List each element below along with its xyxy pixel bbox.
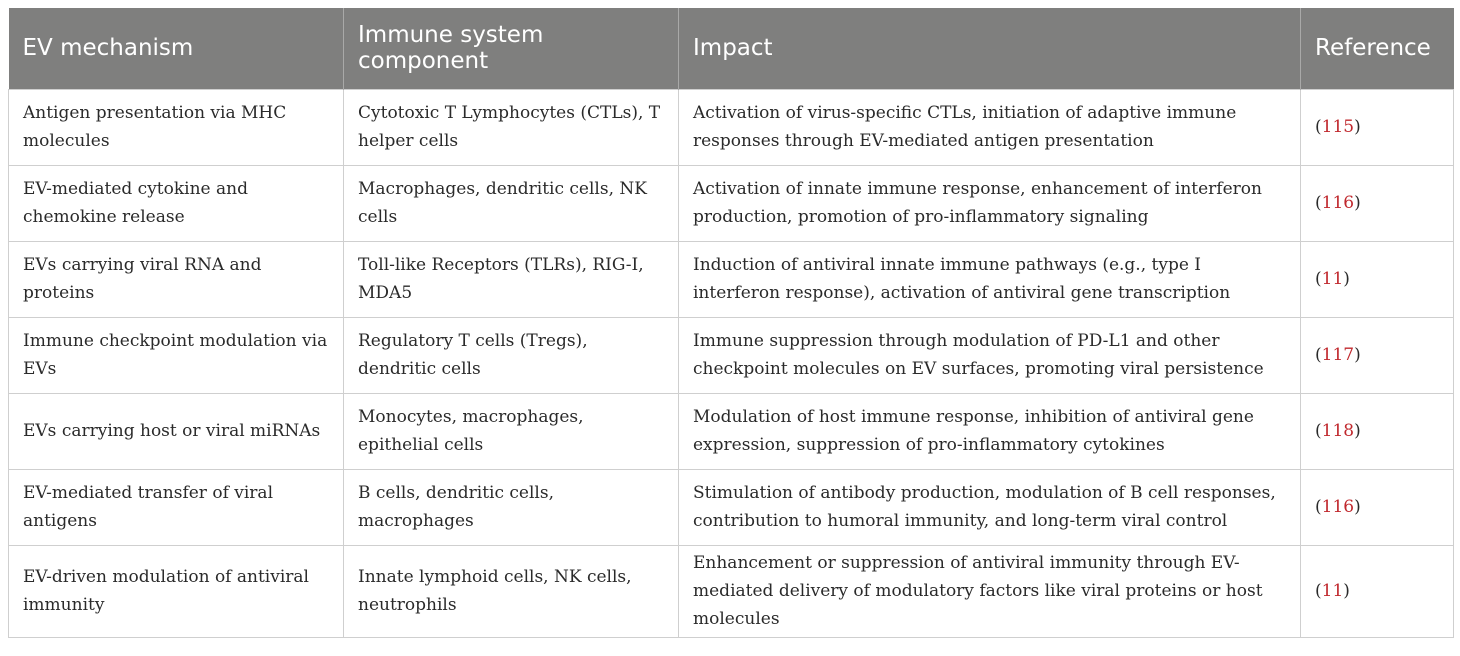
table-row (9, 317, 1454, 393)
table-row (9, 89, 1454, 165)
cell-impact: Immune suppression through modulation of PD-L1 and other checkpoint molecules on EV surfaces, promoting viral persistence (679, 317, 1301, 393)
cell-component: Monocytes, macrophages, epithelial cells (344, 393, 679, 469)
cell-mechanism: EVs carrying host or viral miRNAs (9, 393, 344, 469)
header-impact: Impact (679, 8, 1301, 89)
cell-mechanism: Antigen presentation via MHC molecules (9, 89, 344, 165)
reference-link[interactable]: 117 (1321, 345, 1355, 365)
cell-mechanism: EV-driven modulation of antiviral immunity (9, 545, 344, 637)
cell-impact: Activation of innate immune response, enhancement of interferon production, promotion of pro-inflammatory signaling (679, 165, 1301, 241)
cell-impact: Modulation of host immune response, inhibition of antiviral gene expression, suppression of pro-inflammatory cytokines (679, 393, 1301, 469)
header-ev-mechanism: EV mechanism (9, 8, 344, 89)
cell-reference: (115) (1301, 89, 1454, 165)
table-row (9, 241, 1454, 317)
table-row (9, 545, 1454, 637)
reference-link[interactable]: 11 (1321, 581, 1344, 601)
reference-link[interactable]: 115 (1321, 117, 1355, 137)
cell-reference: (116) (1301, 165, 1454, 241)
reference-link[interactable]: 11 (1321, 269, 1344, 289)
reference-link[interactable]: 116 (1321, 193, 1355, 213)
data-table-container (8, 8, 1453, 638)
cell-reference: (11) (1301, 241, 1454, 317)
header-reference: Reference (1301, 8, 1454, 89)
cell-impact: Induction of antiviral innate immune pathways (e.g., type I interferon response), activation of antiviral gene transcription (679, 241, 1301, 317)
ev-immune-table (8, 8, 1454, 638)
cell-impact: Stimulation of antibody production, modulation of B cell responses, contribution to humoral immunity, and long-term viral control (679, 469, 1301, 545)
cell-reference: (11) (1301, 545, 1454, 637)
cell-component: B cells, dendritic cells, macrophages (344, 469, 679, 545)
cell-component: Cytotoxic T Lymphocytes (CTLs), T helper cells (344, 89, 679, 165)
cell-component: Toll-like Receptors (TLRs), RIG-I, MDA5 (344, 241, 679, 317)
table-row (9, 165, 1454, 241)
cell-reference: (118) (1301, 393, 1454, 469)
table-row (9, 393, 1454, 469)
cell-component: Macrophages, dendritic cells, NK cells (344, 165, 679, 241)
cell-component: Innate lymphoid cells, NK cells, neutrophils (344, 545, 679, 637)
cell-mechanism: EVs carrying viral RNA and proteins (9, 241, 344, 317)
cell-mechanism: EV-mediated transfer of viral antigens (9, 469, 344, 545)
reference-link[interactable]: 116 (1321, 497, 1355, 517)
cell-impact: Activation of virus-specific CTLs, initiation of adaptive immune responses through EV-mediated antigen presentation (679, 89, 1301, 165)
cell-mechanism: EV-mediated cytokine and chemokine release (9, 165, 344, 241)
cell-impact: Enhancement or suppression of antiviral immunity through EV-mediated delivery of modulatory factors like viral proteins or host molecules (679, 545, 1301, 637)
header-row (9, 8, 1454, 89)
table-row (9, 469, 1454, 545)
cell-component: Regulatory T cells (Tregs), dendritic cells (344, 317, 679, 393)
cell-mechanism: Immune checkpoint modulation via EVs (9, 317, 344, 393)
cell-reference: (116) (1301, 469, 1454, 545)
reference-link[interactable]: 118 (1321, 421, 1355, 441)
cell-reference: (117) (1301, 317, 1454, 393)
header-immune-component: Immune system component (344, 8, 679, 89)
